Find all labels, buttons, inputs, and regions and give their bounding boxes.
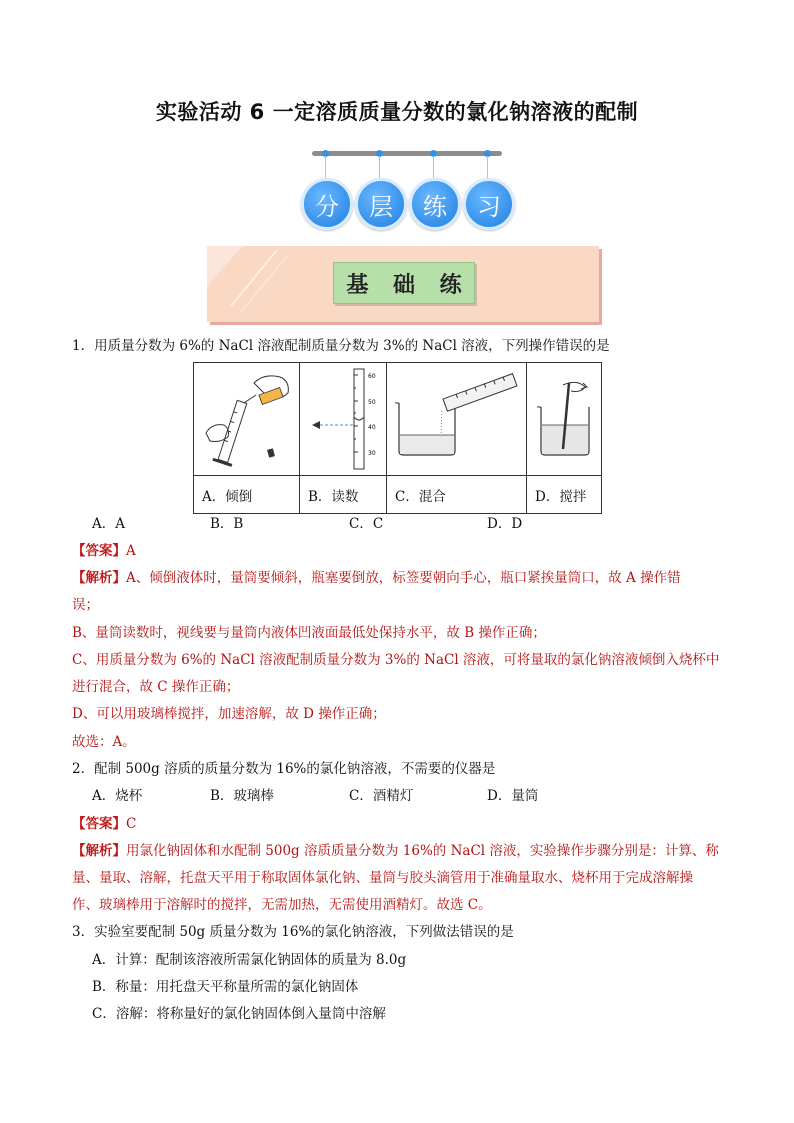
- conclusion-text: 故选：A。: [72, 734, 136, 750]
- analysis-tag: 【解析】: [72, 570, 126, 586]
- answer-line: [72, 542, 732, 560]
- option-b: B．玻璃棒: [210, 788, 274, 804]
- option-a: A．计算：配制该溶液所需氯化钠固体的质量为 8.0g: [92, 952, 407, 968]
- section-banner: [207, 246, 599, 322]
- section-char: 基: [346, 272, 369, 298]
- option-b: B．B: [210, 516, 244, 532]
- figure-pour: [194, 363, 300, 476]
- hang-line: [379, 156, 380, 178]
- badge-char: 层: [355, 178, 407, 230]
- option-c: C．C: [349, 516, 384, 532]
- analysis-line: [72, 842, 732, 860]
- figure-read: [300, 363, 387, 476]
- answer-value: A: [126, 543, 136, 559]
- section-title: [333, 262, 475, 304]
- analysis-text: 作、玻璃棒用于溶解时的搅拌，无需加热，无需使用酒精灯。故选 C。: [72, 897, 492, 913]
- figure-label: B．读数: [300, 476, 387, 514]
- option-c: C．溶解：将称量好的氯化钠固体倒入量筒中溶解: [92, 1006, 386, 1022]
- analysis-tag: 【解析】: [72, 843, 126, 859]
- section-char: 练: [439, 272, 462, 298]
- figure-label: D．搅拌: [527, 476, 602, 514]
- analysis-text: D、可以用玻璃棒搅拌，加速溶解，故 D 操作正确；: [72, 706, 386, 722]
- section-char: 础: [392, 272, 415, 298]
- analysis-text: A、倾倒液体时，量筒要倾斜，瓶塞要倒放，标签要朝向手心，瓶口紧挨量筒口，故 A 操作错: [126, 570, 681, 586]
- hang-line: [433, 156, 434, 178]
- analysis-text: 量、量取、溶解，托盘天平用于称取固体氯化钠、量筒与胶头滴管用于准确量取水、烧杯用于完成溶解操: [72, 870, 693, 886]
- question-3-stem: 3．实验室要配制 50g 质量分数为 16%的氯化钠溶液，下列做法错误的是: [72, 924, 514, 940]
- hanging-bar: [312, 151, 502, 156]
- page-title: 实验活动 6 一定溶质质量分数的氯化钠溶液的配制: [155, 100, 639, 124]
- question-1-stem: 1．用质量分数为 6%的 NaCl 溶液配制质量分数为 3%的 NaCl 溶液，下列操作错误的是: [72, 338, 610, 354]
- option-c: C．酒精灯: [349, 788, 414, 804]
- option-a: A．烧杯: [92, 788, 143, 804]
- hang-line: [325, 156, 326, 178]
- question-2-stem: 2．配制 500g 溶质的质量分数为 16%的氯化钠溶液，不需要的仪器是: [72, 761, 496, 777]
- option-b: B．称量：用托盘天平称量所需的氯化钠固体: [92, 979, 359, 995]
- tick-label: 40: [368, 424, 376, 431]
- answer-tag: 【答案】: [72, 543, 126, 559]
- figure-mix: [387, 363, 527, 476]
- figure-label: A．倾倒: [194, 476, 300, 514]
- analysis-line: [72, 569, 732, 587]
- badge-char: 分: [301, 178, 353, 230]
- answer-line: [72, 815, 732, 833]
- analysis-text: 进行混合，故 C 操作正确；: [72, 679, 240, 695]
- figure-label: C．混合: [387, 476, 527, 514]
- tick-label: 60: [368, 373, 376, 380]
- option-d: D．量筒: [487, 788, 539, 804]
- option-d: D．D: [487, 516, 523, 532]
- analysis-text: C、用质量分数为 6%的 NaCl 溶液配制质量分数为 3%的 NaCl 溶液，可将量取的氯化钠溶液倾倒入烧杯中: [72, 652, 720, 668]
- tick-label: 50: [368, 399, 376, 406]
- analysis-text: 误；: [72, 597, 99, 613]
- figure-table: [193, 362, 602, 514]
- analysis-text: 用氯化钠固体和水配制 500g 溶质质量分数为 16%的 NaCl 溶液，实验操作步骤分别是：计算、称: [126, 843, 719, 859]
- badge-char: 练: [409, 178, 461, 230]
- badge-char: 习: [463, 178, 515, 230]
- answer-tag: 【答案】: [72, 816, 126, 832]
- answer-value: C: [126, 816, 137, 832]
- tick-label: 30: [368, 450, 376, 457]
- figure-stir: [527, 363, 602, 476]
- hang-line: [487, 156, 488, 178]
- analysis-text: B、量筒读数时，视线要与量筒内液体凹液面最低处保持水平，故 B 操作正确；: [72, 625, 546, 641]
- option-a: A．A: [92, 516, 125, 532]
